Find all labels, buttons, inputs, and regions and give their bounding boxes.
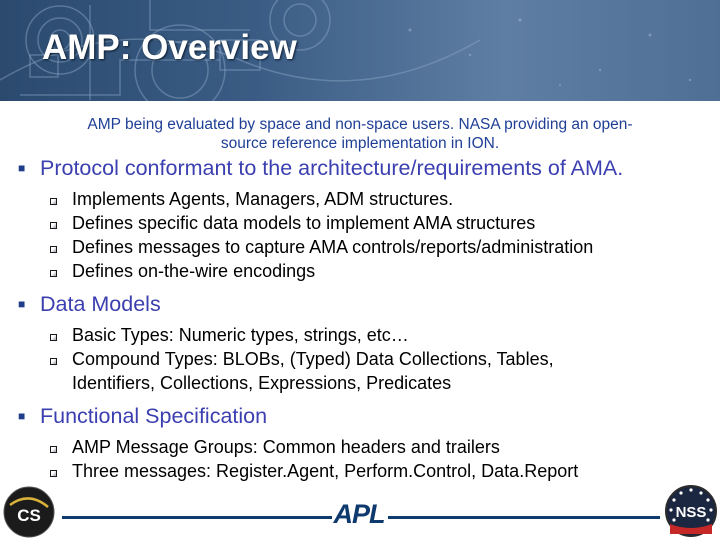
section-protocol (18, 153, 708, 283)
list-item (18, 211, 708, 235)
section-heading (18, 153, 708, 186)
checkbox-bullet-icon (50, 222, 57, 229)
subtitle-line-2: source reference implementation in ION. (220, 135, 500, 152)
section-data-models (18, 289, 708, 395)
list-item (18, 323, 708, 347)
list-item-text-line-2: Identifiers, Collections, Expressions, Predicates (72, 373, 452, 393)
list-item-text: Three messages: Register.Agent, Perform.Control, Data.Report (72, 461, 579, 481)
checkbox-bullet-icon (50, 270, 57, 277)
list-item (18, 259, 708, 283)
checkbox-bullet-icon (50, 446, 57, 453)
slide-subtitle (20, 115, 700, 153)
title-banner (0, 0, 720, 101)
footer-line-left (62, 516, 332, 519)
nss-logo (664, 484, 718, 538)
checkbox-bullet-icon (50, 246, 57, 253)
slide-title: AMP: Overview (42, 28, 297, 67)
slide-content (18, 153, 708, 489)
checkbox-bullet-icon (50, 470, 57, 477)
footer-line-right (388, 516, 660, 519)
section-functional-spec (18, 401, 708, 483)
ccsds-logo (2, 485, 56, 539)
list-item-text: Basic Types: Numeric types, strings, etc… (72, 325, 409, 345)
checkbox-bullet-icon (50, 334, 57, 341)
list-item-text: Defines specific data models to implement AMA structures (72, 213, 536, 233)
list-item (18, 187, 708, 211)
list-item (18, 347, 708, 395)
section-heading-text: Functional Specification (40, 404, 268, 428)
section-heading (18, 401, 708, 434)
checkbox-bullet-icon (50, 358, 57, 365)
checkbox-bullet-icon (50, 198, 57, 205)
square-bullet-icon: ■ (18, 297, 26, 311)
section-heading-text: Protocol conformant to the architecture/requirements of AMA. (40, 156, 624, 180)
list-item (18, 235, 708, 259)
list-item-text: Implements Agents, Managers, ADM structures. (72, 189, 454, 209)
right-logo-text: NSS (675, 504, 707, 521)
apl-logo: APL (333, 499, 385, 529)
square-bullet-icon: ■ (18, 409, 26, 423)
list-item (18, 459, 708, 483)
subtitle-line-1: AMP being evaluated by space and non-space users. NASA providing an open- (87, 116, 633, 133)
list-item-text (72, 347, 554, 395)
section-heading-text: Data Models (40, 292, 161, 316)
list-item-text: Defines messages to capture AMA controls/reports/administration (72, 237, 594, 257)
square-bullet-icon: ■ (18, 161, 26, 175)
list-item-text: Defines on-the-wire encodings (72, 261, 316, 281)
left-logo-text: CS (17, 506, 41, 525)
list-item-text-line-1: Compound Types: BLOBs, (Typed) Data Collections, Tables, (72, 349, 554, 369)
list-item (18, 435, 708, 459)
list-item-text: AMP Message Groups: Common headers and trailers (72, 437, 500, 457)
section-heading (18, 289, 708, 322)
